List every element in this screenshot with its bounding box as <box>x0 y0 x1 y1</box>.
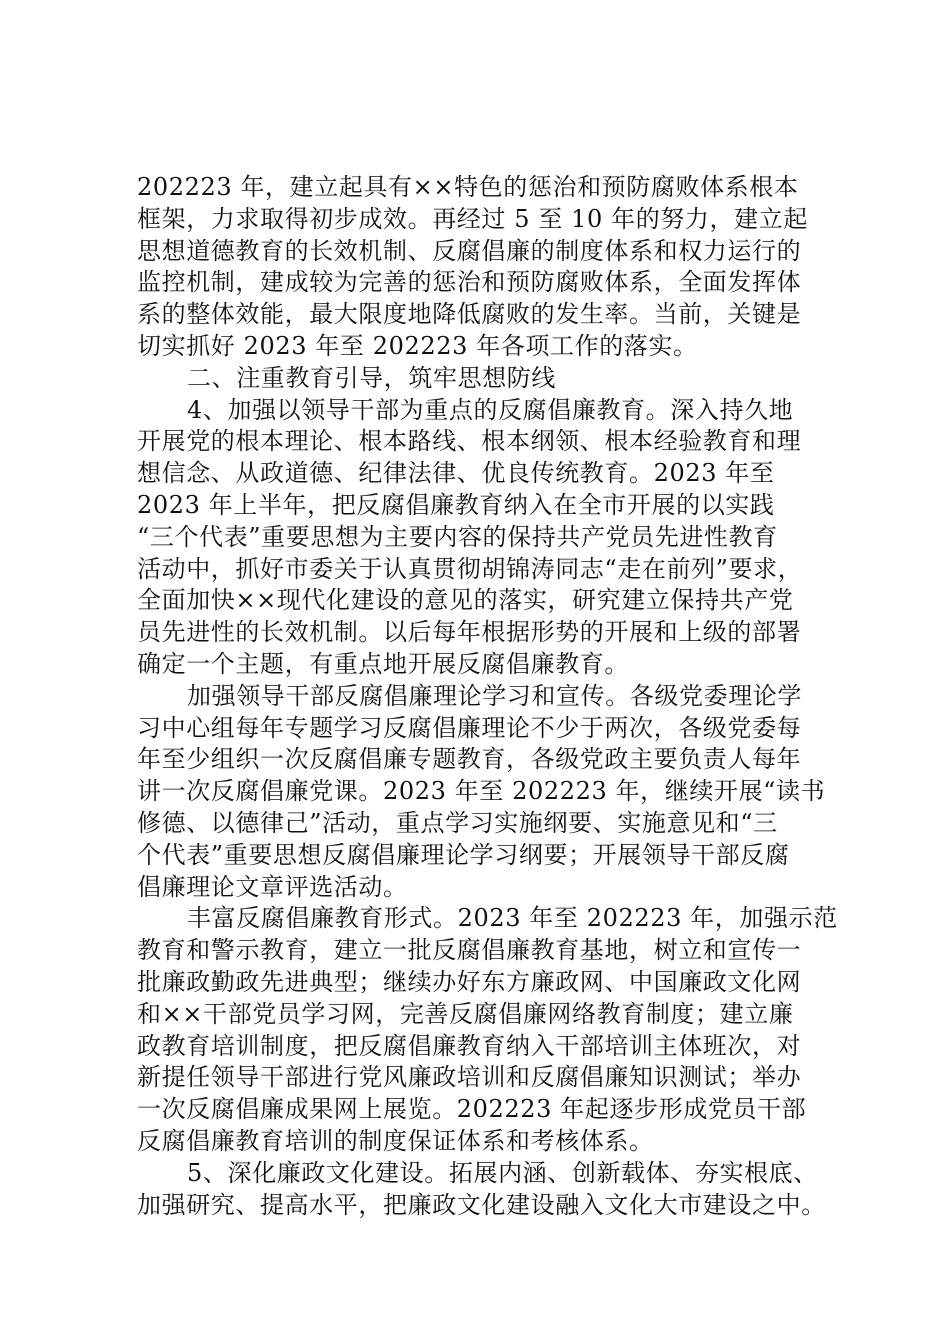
text-line: 切实抓好 2023 年至 202223 年各项工作的落实。 <box>137 331 698 360</box>
text-line: 全面加快××现代化建设的意见的落实，研究建立保持共产党 <box>137 586 794 615</box>
text-line: 确定一个主题，有重点地开展反腐倡廉教育。 <box>137 649 629 678</box>
text-line: 新提任领导干部进行党风廉政培训和反腐倡廉知识测试；举办 <box>137 1063 802 1092</box>
text-line: 202223 年，建立起具有××特色的惩治和预防腐败体系根本 <box>137 173 799 201</box>
text-line: 习中心组每年专题学习反腐倡廉理论不少于两次，各级党委每 <box>137 713 802 742</box>
text-line: 政教育培训制度，把反腐倡廉教育纳入干部培训主体班次，对 <box>137 1031 802 1060</box>
text-line: 思想道德教育的长效机制、反腐倡廉的制度体系和权力运行的 <box>137 236 802 265</box>
text-line: 开展党的根本理论、根本路线、根本纲领、根本经验教育和理 <box>137 427 802 456</box>
text-line: 框架，力求取得初步成效。再经过 5 至 10 年的努力，建立起 <box>137 204 808 233</box>
text-line: 活动中，抓好市委关于认真贯彻胡锦涛同志“走在前列”要求， <box>137 554 803 583</box>
text-line: 教育和警示教育，建立一批反腐倡廉教育基地，树立和宣传一 <box>137 936 802 965</box>
text-line: 一次反腐倡廉成果网上展览。202223 年起逐步形成党员干部 <box>137 1095 807 1124</box>
paragraph-start: 5、深化廉政文化建设。拓展内涵、创新载体、夯实根底、 <box>187 1158 818 1187</box>
text-line: 批廉政勤政先进典型；继续办好东方廉政网、中国廉政文化网 <box>137 967 802 996</box>
text-line: 想信念、从政道德、纪律法律、优良传统教育。2023 年至 <box>137 459 775 488</box>
document-body <box>137 172 838 1221</box>
text-line: 加强研究、提高水平，把廉政文化建设融入文化大市建设之中。 <box>137 1190 826 1219</box>
text-line: 和××干部党员学习网，完善反腐倡廉网络教育制度；建立廉 <box>137 999 794 1028</box>
text-line: 员先进性的长效机制。以后每年根据形势的开展和上级的部署 <box>137 618 802 647</box>
text-line: 个代表”重要思想反腐倡廉理论学习纲要；开展领导干部反腐 <box>137 840 790 869</box>
text-line: 系的整体效能，最大限度地降低腐败的发生率。当前，关键是 <box>137 300 802 329</box>
section-heading: 二、注重教育引导，筑牢思想防线 <box>187 363 556 392</box>
text-line: 讲一次反腐倡廉党课。2023 年至 202223 年，继续开展“读书 <box>137 777 826 806</box>
text-line: 反腐倡廉教育培训的制度保证体系和考核体系。 <box>137 1126 654 1155</box>
text-line: 2023 年上半年，把反腐倡廉教育纳入在全市开展的以实践 <box>137 490 775 519</box>
paragraph-start: 丰富反腐倡廉教育形式。2023 年至 202223 年，加强示范 <box>187 904 838 933</box>
text-line: 修德、以德律己”活动，重点学习实施纲要、实施意见和“三 <box>137 808 778 837</box>
text-line: 监控机制，建成较为完善的惩治和预防腐败体系，全面发挥体 <box>137 268 802 297</box>
text-line: 年至少组织一次反腐倡廉专题教育，各级党政主要负责人每年 <box>137 745 802 774</box>
text-line: 倡廉理论文章评选活动。 <box>137 872 408 901</box>
paragraph-start: 加强领导干部反腐倡廉理论学习和宣传。各级党委理论学 <box>187 681 802 710</box>
paragraph-start: 4、加强以领导干部为重点的反腐倡廉教育。深入持久地 <box>187 395 794 424</box>
text-line: “三个代表”重要思想为主要内容的保持共产党员先进性教育 <box>137 522 778 551</box>
